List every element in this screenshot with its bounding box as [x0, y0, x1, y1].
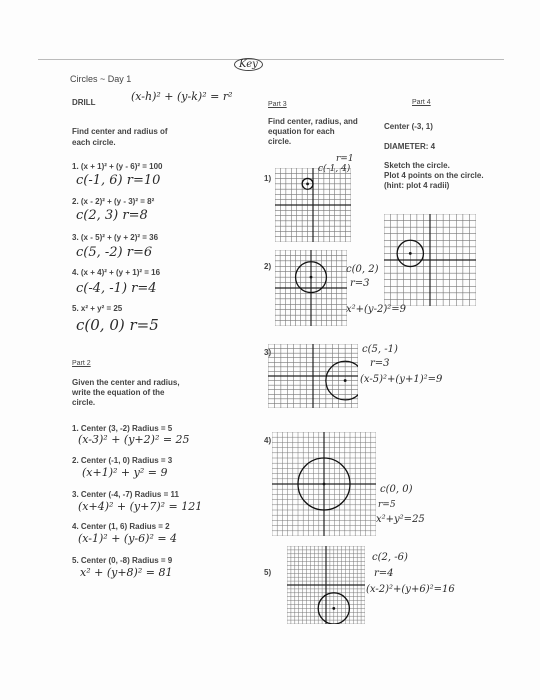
part1-problem-2: 2. (x - 2)² + (y - 3)² = 8²	[72, 197, 155, 206]
center-point	[306, 182, 309, 185]
center-point	[332, 607, 335, 610]
part3-center-1: c(-1, 4)	[318, 164, 351, 174]
center-point	[344, 379, 347, 382]
header-rule	[38, 59, 504, 60]
answer-key-mark: Key	[234, 58, 263, 71]
part1-answer-4: c(-4, -1) r=4	[76, 281, 157, 296]
center-point	[323, 483, 326, 486]
part1-problem-4: 4. (x + 4)² + (y + 1)² = 16	[72, 268, 161, 277]
part2-problem-4: 4. Center (1, 6) Radius = 2	[72, 522, 170, 531]
part1-problem-3: 3. (x - 5)² + (y + 2)² = 36	[72, 233, 159, 242]
part2-problem-3: 3. Center (-4, -7) Radius = 11	[72, 490, 179, 499]
part3-center-2: c(0, 2)	[346, 264, 379, 275]
part3-graph-2	[275, 250, 347, 326]
part4-instruction-2: Plot 4 points on the circle.	[384, 171, 484, 180]
part2-problem-1: 1. Center (3, -2) Radius = 5	[72, 424, 173, 433]
part3-heading: Find center, radius, and equation for each circle.	[268, 117, 358, 146]
part3-equation-2: x²+(y-2)²=9	[346, 304, 406, 315]
part2-problem-5: 5. Center (0, -8) Radius = 9	[72, 556, 173, 565]
part2-answer-5: x² + (y+8)² = 81	[80, 566, 173, 579]
part3-graph-5	[287, 546, 365, 624]
part1-answer-1: c(-1, 6) r=10	[76, 173, 161, 188]
part3-num-4: 4)	[264, 436, 272, 445]
drill-label: DRILL	[72, 98, 96, 107]
part2-heading: Given the center and radius, write the equation of the circle.	[72, 378, 180, 407]
part4-instruction-1: Sketch the circle.	[384, 161, 450, 170]
part3-equation-4: x²+y²=25	[376, 514, 425, 525]
part3-num-2: 2)	[264, 262, 272, 271]
part3-num-3: 3)	[264, 348, 272, 357]
part2-problem-2: 2. Center (-1, 0) Radius = 3	[72, 456, 173, 465]
part2-answer-3: (x+4)² + (y+7)² = 121	[78, 500, 203, 513]
part1-answer-3: c(5, -2) r=6	[76, 245, 153, 260]
part3-equation-3: (x-5)²+(y+1)²=9	[360, 374, 443, 385]
part4-instruction-3: (hint: plot 4 radii)	[384, 181, 450, 190]
part3-label: Part 3	[268, 101, 287, 108]
part3-center-4: c(0, 0)	[380, 484, 413, 495]
center-point	[409, 252, 412, 255]
part3-graph-3	[268, 344, 358, 408]
part2-label: Part 2	[72, 360, 91, 367]
part3-num-5: 5)	[264, 568, 272, 577]
part3-center-5: c(2, -6)	[372, 552, 408, 563]
part1-heading: Find center and radius of each circle.	[72, 127, 168, 147]
part1-answer-2: c(2, 3) r=8	[76, 208, 148, 223]
part4-diameter: DIAMETER: 4	[384, 142, 436, 151]
part3-graph-1	[275, 168, 351, 242]
part1-answer-5: c(0, 0) r=5	[76, 316, 159, 334]
part4-center: Center (-3, 1)	[384, 122, 433, 131]
part3-equation-5: (x-2)²+(y+6)²=16	[366, 584, 455, 595]
worksheet-title: Circles ~ Day 1	[70, 74, 132, 84]
part3-center-3: c(5, -1)	[362, 344, 398, 355]
center-point	[310, 276, 313, 279]
part2-answer-4: (x-1)² + (y-6)² = 4	[78, 532, 178, 545]
drill-equation: (x-h)² + (y-k)² = r²	[131, 90, 233, 103]
part3-graph-4	[272, 432, 376, 536]
part2-answer-1: (x-3)² + (y+2)² = 25	[78, 433, 190, 446]
part3-num-1: 1)	[264, 174, 272, 183]
part4-label: Part 4	[412, 99, 431, 106]
part3-radius-5: r=4	[374, 568, 394, 579]
part1-problem-1: 1. (x + 1)² + (y - 6)² = 100	[72, 162, 163, 171]
part3-radius-4: r=5	[378, 500, 396, 510]
part3-radius-1: r=1	[336, 154, 354, 164]
part2-answer-2: (x+1)² + y² = 9	[82, 466, 168, 479]
part1-problem-5: 5. x² + y² = 25	[72, 304, 123, 313]
part4-graph	[384, 214, 476, 306]
part3-radius-3: r=3	[370, 358, 390, 369]
part3-radius-2: r=3	[350, 278, 370, 289]
